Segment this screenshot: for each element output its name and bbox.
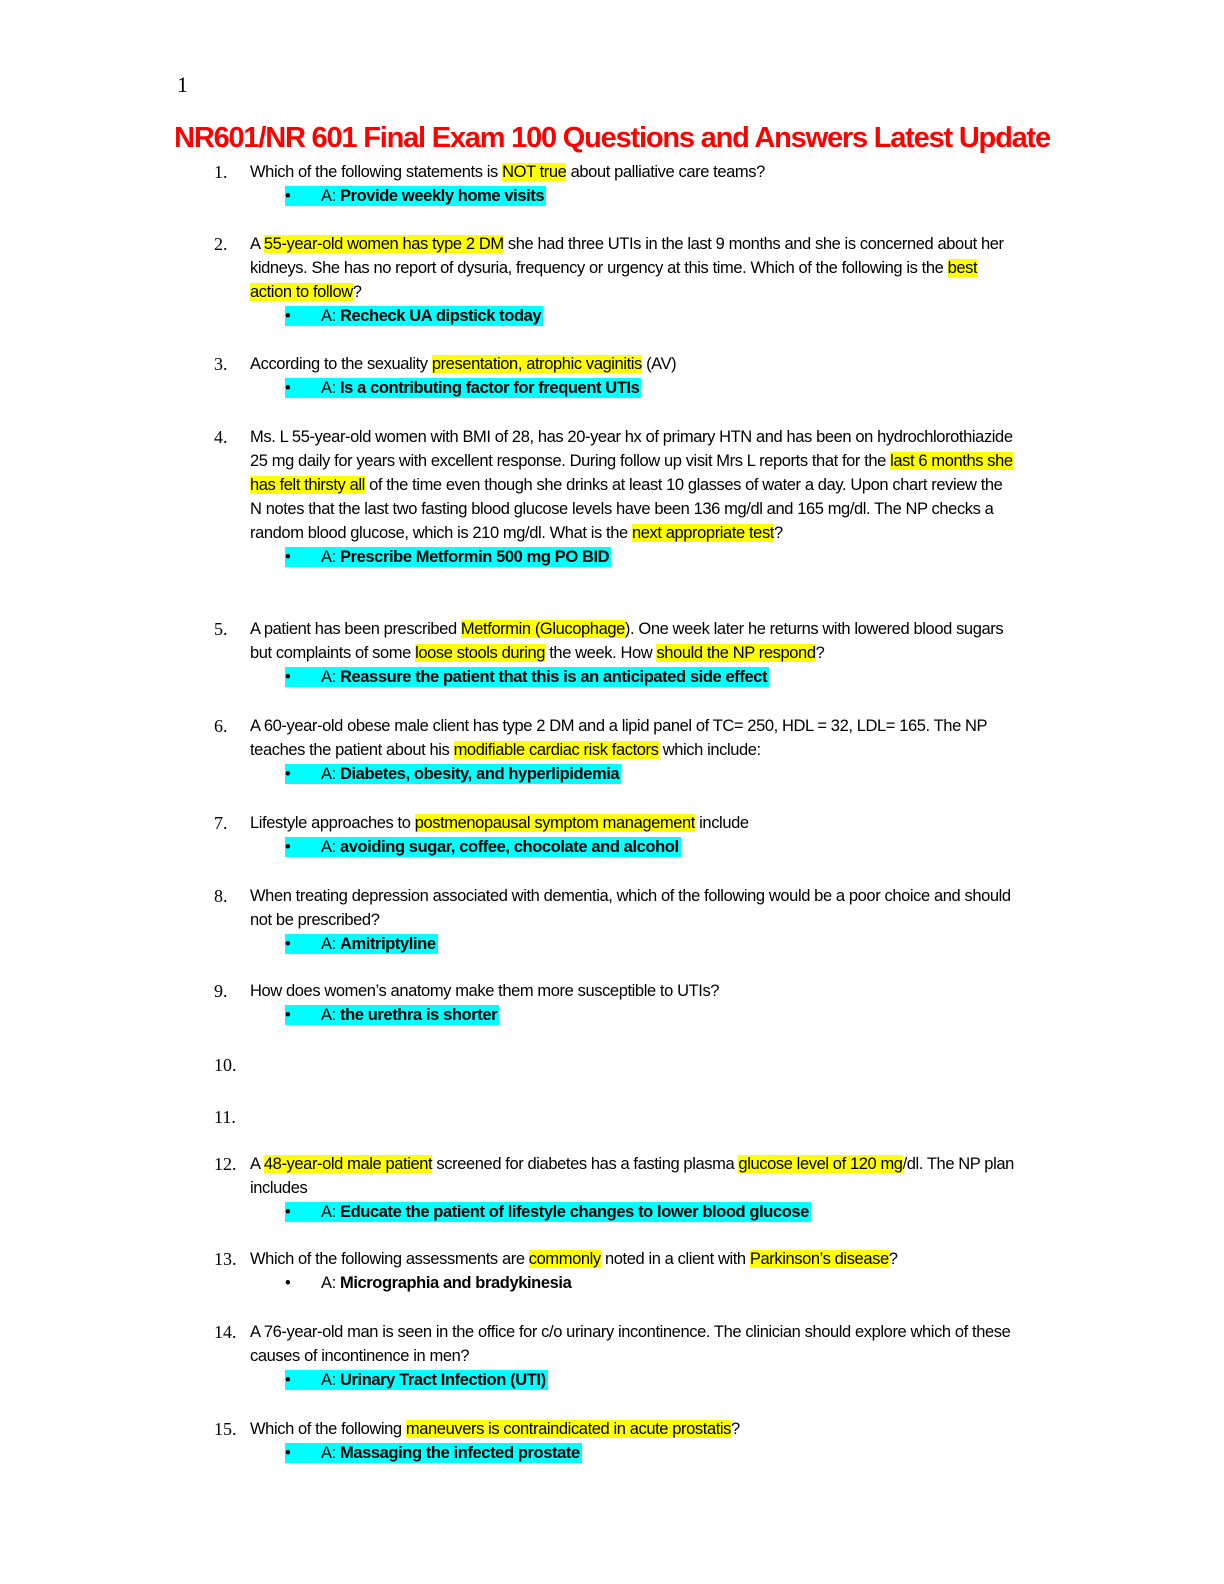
question-number: 2. [214,234,228,254]
question-9 [214,979,1014,1027]
answer-line: • A: Provide weekly home visits [285,184,1014,208]
bullet-icon: • [285,548,291,566]
answer-text: Amitriptyline [339,935,436,953]
question-5 [214,617,1014,689]
question-4 [214,425,1014,569]
bullet-icon: • [285,307,291,325]
question-8 [214,884,1014,956]
question-text: A 76-year-old man is seen in the office for c/o urinary incontinence. The clinician should explore which of these causes of incontinence in men? [250,1323,1011,1365]
question-text: Lifestyle approaches to postmenopausal symptom management include [250,814,749,832]
answer-line: • A: Amitriptyline [285,932,1014,956]
bullet-icon: • [285,1203,291,1221]
answer-text: Recheck UA dipstick today [339,307,542,325]
question-number: 14. [214,1322,237,1342]
question-6 [214,714,1014,786]
question-text: A 55-year-old women has type 2 DM she had three UTIs in the last 9 months and she is concerned about her kidneys. She has no report of dysuria, frequency or urgency at this time. Which of the following is the best action to follow? [250,235,1004,301]
document-title: NR601/NR 601 Final Exam 100 Questions and Answers Latest Update [174,122,1050,154]
question-14 [214,1320,1014,1392]
bullet-icon: • [285,1006,291,1024]
answer-text: Reassure the patient that this is an anticipated side effect [339,668,768,686]
question-number: 7. [214,813,228,833]
answer-line: • A: Massaging the infected prostate [285,1441,1014,1465]
answer-text: avoiding sugar, coffee, chocolate and alcohol [339,838,679,856]
question-number: 13. [214,1249,237,1269]
question-number: 11. [214,1107,236,1127]
answer-line: • A: the urethra is shorter [285,1003,1014,1027]
question-number: 15. [214,1419,237,1439]
question-text: According to the sexuality presentation, atrophic vaginitis (AV) [250,355,677,373]
question-text: A 48-year-old male patient screened for diabetes has a fasting plasma glucose level of 120 mg/dl. The NP plan includes [250,1155,1014,1197]
question-text: When treating depression associated with dementia, which of the following would be a poor choice and should not be prescribed? [250,887,1011,929]
question-1 [214,160,1014,208]
answer-text: Is a contributing factor for frequent UTIs [339,379,640,397]
answer-text: Educate the patient of lifestyle changes to lower blood glucose [339,1203,809,1221]
answer-line: • A: Reassure the patient that this is an anticipated side effect [285,665,1014,689]
bullet-icon: • [285,1444,291,1462]
bullet-icon: • [285,1274,291,1292]
bullet-icon: • [285,668,291,686]
question-number: 3. [214,354,228,374]
question-15 [214,1417,1014,1465]
bullet-icon: • [285,187,291,205]
question-7 [214,811,1014,859]
question-text: How does women’s anatomy make them more susceptible to UTIs? [250,982,720,1000]
bullet-icon: • [285,379,291,397]
answer-line: • A: Diabetes, obesity, and hyperlipidemia [285,762,1014,786]
question-text: A patient has been prescribed Metformin (Glucophage). One week later he returns with lowered blood sugars but complaints of some loose stools during the week. How should the NP respond? [250,620,1004,662]
bullet-icon: • [285,935,291,953]
question-3 [214,352,1014,400]
bullet-icon: • [285,1371,291,1389]
answer-text: Diabetes, obesity, and hyperlipidemia [339,765,620,783]
bullet-icon: • [285,838,291,856]
question-number: 12. [214,1154,237,1174]
question-number: 9. [214,981,228,1001]
question-text: Which of the following statements is NOT true about palliative care teams? [250,163,765,181]
answer-text: Provide weekly home visits [339,187,545,205]
page-number: 1 [177,72,188,97]
question-number: 8. [214,886,228,906]
answer-line: • A: Prescribe Metformin 500 mg PO BID [285,545,1014,569]
answer-line: • A: avoiding sugar, coffee, chocolate and alcohol [285,835,1014,859]
answer-line: • A: Educate the patient of lifestyle changes to lower blood glucose [285,1200,1014,1224]
answer-text: Prescribe Metformin 500 mg PO BID [339,548,610,566]
answer-line: • A: Micrographia and bradykinesia [285,1271,1014,1295]
question-12 [214,1152,1014,1224]
answer-line: • A: Urinary Tract Infection (UTI) [285,1368,1014,1392]
question-number: 6. [214,716,228,736]
question-number: 5. [214,619,228,639]
bullet-icon: • [285,765,291,783]
answer-text: the urethra is shorter [339,1006,498,1024]
question-number: 4. [214,427,228,447]
question-number: 1. [214,162,228,182]
question-number: 10. [214,1055,237,1075]
question-13 [214,1247,1014,1295]
question-text: A 60-year-old obese male client has type 2 DM and a lipid panel of TC= 250, HDL = 32, LDL= 165. The NP teaches the patient about his modifiable cardiac risk factors which include: [250,717,987,759]
question-2 [214,232,1014,328]
question-text: Which of the following assessments are commonly noted in a client with Parkinson’s disease? [250,1250,898,1268]
answer-line: • A: Recheck UA dipstick today [285,304,1014,328]
answer-line: • A: Is a contributing factor for frequent UTIs [285,376,1014,400]
question-text: Ms. L 55-year-old women with BMI of 28, has 20-year hx of primary HTN and has been on hydrochlorothiazide 25 mg daily for years with excellent response. During follow up visit Mrs L reports that for the last 6 months she has felt thirsty all of the time even though she drinks at least 10 glasses of water a day. Upon chart review the N notes that the last two fasting blood glucose levels have been 136 mg/dl and 165 mg/dl. The NP checks a random blood glucose, which is 210 mg/dl. What is the next appropriate test? [250,428,1013,542]
answer-text: Massaging the infected prostate [339,1444,580,1462]
question-text: Which of the following maneuvers is contraindicated in acute prostatis? [250,1420,740,1438]
answer-text: Urinary Tract Infection (UTI) [339,1371,546,1389]
answer-text: Micrographia and bradykinesia [339,1274,572,1292]
